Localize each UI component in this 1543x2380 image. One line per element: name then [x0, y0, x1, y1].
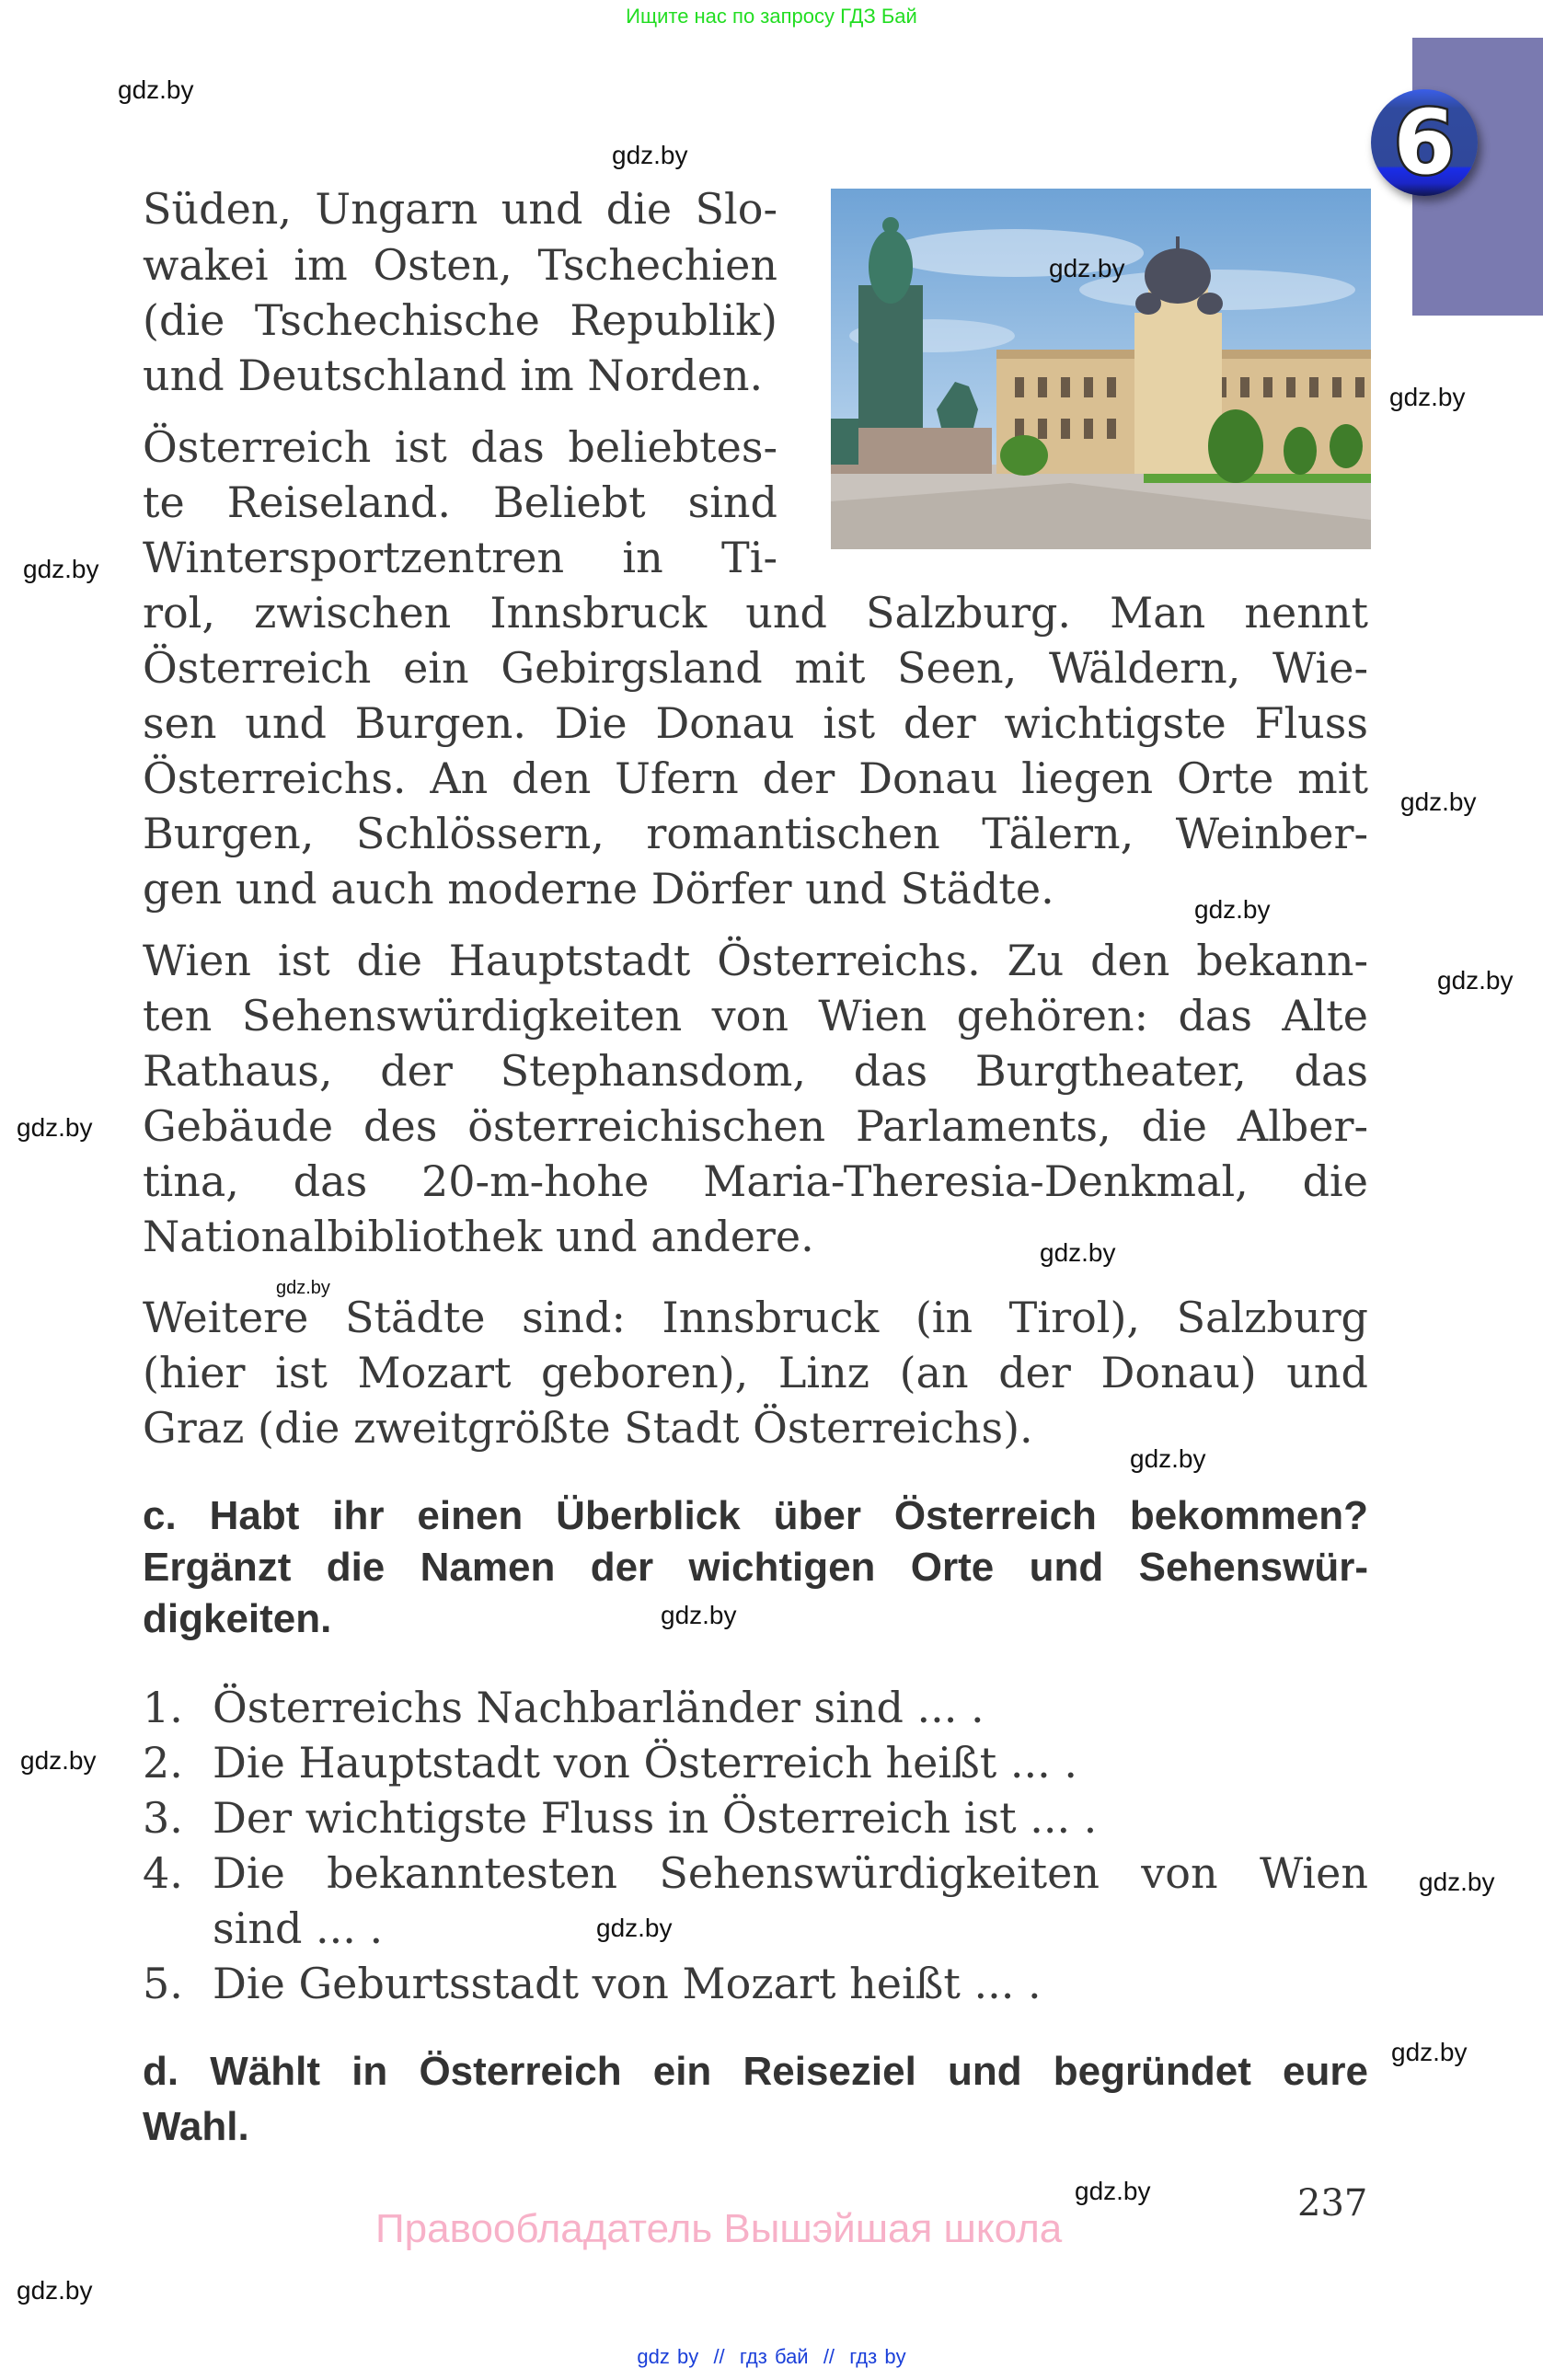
exercise-item-4: [143, 1845, 1368, 1901]
item-number: 4.: [143, 1848, 183, 1898]
watermark: gdz.by: [661, 1601, 737, 1629]
watermark: gdz.by: [1194, 895, 1271, 924]
text-line: Graz (die zweitgrößte Stadt Österreichs).: [143, 1403, 1033, 1453]
text-line: (die Tschechische Republik): [143, 295, 777, 345]
text-line: sen und Burgen. Die Donau ist der wichtigste Fluss: [143, 698, 1368, 748]
text-line: Wintersportzentren in Ti-: [143, 533, 777, 582]
chapter-badge: [1371, 89, 1478, 196]
item-text: Die bekanntesten Sehenswürdigkeiten von Wien: [213, 1848, 1368, 1898]
item-text: Österreichs Nachbarländer sind ... .: [213, 1683, 985, 1732]
item-number: 1.: [143, 1683, 183, 1732]
photo-illustration: [831, 189, 1371, 549]
watermark: gdz.by: [20, 1746, 97, 1775]
item-number: 2.: [143, 1738, 183, 1788]
task-line: d. Wählt in Österreich ein Reiseziel und begründet eure: [143, 2049, 1368, 2094]
text-line: Nationalbibliothek und andere.: [143, 1212, 814, 1261]
item-text: Der wichtigste Fluss in Österreich ist ... .: [213, 1793, 1098, 1843]
task-line: digkeiten.: [143, 1596, 332, 1641]
text-line: Gebäude des österreichischen Parlaments, die Alber-: [143, 1101, 1368, 1151]
text-line: wakei im Osten, Tschechien: [143, 240, 777, 290]
watermark: gdz.by: [1437, 966, 1514, 995]
watermark: gdz.by: [23, 555, 99, 583]
watermark: gdz.by: [596, 1914, 673, 1942]
task-line: Ergänzt die Namen der wichtigen Orte und Sehenswür-: [143, 1545, 1368, 1590]
watermark: gdz.by: [1130, 1444, 1206, 1473]
page-number: 237: [1297, 2182, 1368, 2225]
text-line: tina, das 20-m-hohe Maria-Theresia-Denkmal, die: [143, 1156, 1368, 1206]
watermark: gdz.by: [1049, 254, 1125, 282]
copyright-notice: Правообладатель Вышэйшая школа: [375, 2206, 1063, 2251]
text-line: und Deutschland im Norden.: [143, 351, 764, 400]
footer-links: [0, 2344, 1543, 2370]
text-line: ten Sehenswürdigkeiten von Wien gehören: das Alte: [143, 991, 1368, 1041]
watermark: gdz.by: [1389, 383, 1466, 411]
text-line: Österreichs. An den Ufern der Donau liegen Orte mit: [143, 753, 1368, 803]
text-line: Süden, Ungarn und die Slo-: [143, 184, 777, 234]
item-text: Die Geburtsstadt von Mozart heißt ... .: [213, 1959, 1042, 2008]
watermark: gdz.by: [1400, 788, 1477, 816]
text-line: Wien ist die Hauptstadt Österreichs. Zu den bekann-: [143, 936, 1368, 985]
exercise-item-4-cont: sind ... .: [213, 1903, 384, 1953]
watermark: gdz.by: [1419, 1868, 1495, 1896]
watermark: gdz.by: [1040, 1238, 1116, 1267]
exercise-item-1: [143, 1680, 985, 1735]
exercise-item-2: [143, 1735, 1077, 1790]
item-number: 3.: [143, 1793, 183, 1843]
text-line: Weitere Städte sind: Innsbruck (in Tirol), Salzburg: [143, 1293, 1368, 1342]
task-line: c. Habt ihr einen Überblick über Österreich bekommen?: [143, 1493, 1368, 1538]
text-line: Österreich ein Gebirgsland mit Seen, Wäldern, Wie-: [143, 643, 1368, 693]
text-line: rol, zwischen Innsbruck und Salzburg. Man nennt: [143, 588, 1368, 638]
text-line: gen und auch moderne Dörfer und Städte.: [143, 864, 1054, 914]
text-line: (hier ist Mozart geboren), Linz (an der Donau) und: [143, 1348, 1368, 1397]
watermark: gdz.by: [1075, 2177, 1151, 2205]
watermark: gdz.by: [17, 1113, 93, 1142]
exercise-item-3: [143, 1790, 1097, 1845]
task-line: Wahl.: [143, 2104, 249, 2149]
watermark: gdz.by: [276, 1278, 330, 1298]
item-number: 5.: [143, 1959, 183, 2008]
top-banner: Ищите нас по запросу ГДЗ Бай: [626, 5, 917, 28]
watermark: gdz.by: [612, 141, 688, 169]
text-line: Burgen, Schlössern, romantischen Tälern, Weinber-: [143, 809, 1368, 858]
footer-text: gdz by // гдз бай // гдз by: [637, 2345, 906, 2368]
text-line: te Reiseland. Beliebt sind: [143, 477, 777, 527]
watermark: gdz.by: [118, 75, 194, 104]
chapter-number: 6: [1393, 91, 1456, 194]
vienna-photo: [831, 189, 1371, 549]
watermark: gdz.by: [1391, 2038, 1468, 2066]
watermark: gdz.by: [17, 2276, 93, 2305]
text-line: Österreich ist das beliebtes-: [143, 422, 777, 472]
text-line: Rathaus, der Stephansdom, das Burgtheater, das: [143, 1046, 1368, 1096]
exercise-item-5: [143, 1956, 1042, 2011]
item-text: Die Hauptstadt von Österreich heißt ... .: [213, 1738, 1077, 1788]
